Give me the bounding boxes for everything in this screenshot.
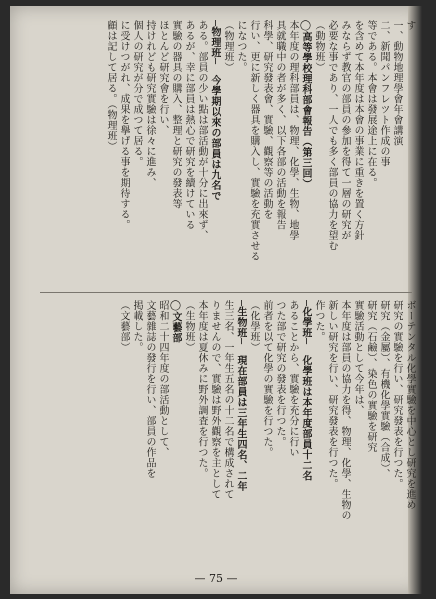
text-column: 本年度は夏休みに野外調査を行つた。 [196, 300, 207, 479]
text-column: 掲載した。 [131, 300, 142, 353]
text-column: 必要な事であり、一人でも多く部員の協力を望む [326, 20, 337, 251]
text-column: ある。部員の少い點は部活動が十分に出來ず、 [196, 20, 207, 241]
text-column: 研究（金屬）、有機化學實驗（合成）、 [378, 300, 389, 479]
text-column: （化學班） [248, 300, 259, 353]
text-column: ボーテンタル化學實驗を中心とし研究を進め [404, 300, 415, 510]
text-column: を含めて本年度は本會の事業に重きを置く方針 [352, 20, 363, 241]
text-column: 實驗活動として今年は、 [352, 300, 363, 416]
text-column: 本年度は部員の協力を得、物理、化學、生物の [339, 300, 350, 521]
text-column: ほとんど研究會を行い、 [157, 20, 168, 136]
text-column: 生三名、一年生五名の十二名で構成されて [222, 300, 233, 500]
text-column: 實驗の器具の購入、整理と研究の發表等 [170, 20, 181, 209]
text-column: ◯高等學校理科部會報告（第三回） [300, 20, 311, 189]
text-column: ─化學班─ 化學班は本年度部員十二名 [300, 300, 311, 482]
text-column: みならず教官の部員の參加を得て一層の研究が [339, 20, 350, 241]
text-column: 行い、更に新しく器具を購入し、實驗を充實させる [248, 20, 259, 262]
text-column: 持けれども研究實驗は徐々に進み、 [144, 20, 155, 188]
upper-text-block [36, 20, 416, 290]
text-column: 科學、研究發表會、實驗、觀察等の活動を [261, 20, 272, 220]
text-column: 一、動物地理學會年會講演 [391, 20, 402, 146]
text-column: 文藝雜誌の發行を行い、部員の作品を [144, 300, 155, 479]
text-column: ◯文藝部 [170, 300, 181, 343]
text-column: 二、新聞パンフレツト作成の事 [378, 20, 389, 167]
text-column: ─生物班─ 現在部員は三年生四名、二年 [235, 300, 246, 492]
text-column: 顧は記して居る。（物理班） [105, 20, 116, 152]
section-divider [40, 292, 412, 293]
text-column: りませんので、實驗は野外觀察を主として [209, 300, 220, 500]
text-column: 本年度の理科部員は、物理、化學、生物、地學 [287, 20, 298, 241]
text-column: 具就職中の者が多く、以下各部の活動を報告 [274, 20, 285, 230]
text-column: （動物班） [313, 20, 324, 73]
text-column: あることから、實驗を充分に行い [287, 300, 298, 458]
text-column: に受けつがれ、成果を擧げる事を期待する。 [118, 20, 129, 230]
text-column: 研究（石鹼）、染色の實驗を研究 [365, 300, 376, 453]
text-column: （文藝部） [118, 300, 129, 353]
text-column: 研究の實驗を行い、研究發表を行つた。 [391, 300, 402, 489]
page-number: — 75 — [194, 572, 238, 585]
text-column: 昭和二十四年度の部活動として、 [157, 300, 168, 458]
document-page [10, 6, 422, 594]
text-column: 等である。本會は發展途上に在る。 [365, 20, 376, 188]
text-column: 前者を以て化學の實驗を行つた。 [261, 300, 272, 458]
text-column: （生物班） [183, 300, 194, 353]
text-column: 新しい研究を行い、研究發表を行つた。 [326, 300, 337, 489]
text-column: になつた。 [235, 20, 246, 73]
lower-text-block [36, 300, 416, 562]
text-column: つた部で研究の發表を行つた。 [274, 300, 285, 447]
text-column: 個人の研究が分で成つて居る。 [131, 20, 142, 167]
text-column: あるが、幸に部員は熱心で研究を續けている [183, 20, 194, 230]
text-column: 作つた。 [313, 300, 324, 342]
text-column: （物理班） [222, 20, 233, 73]
text-column: す [404, 20, 415, 31]
text-column: ─物理班─ 今學期以來の部員は九名で [209, 20, 220, 202]
